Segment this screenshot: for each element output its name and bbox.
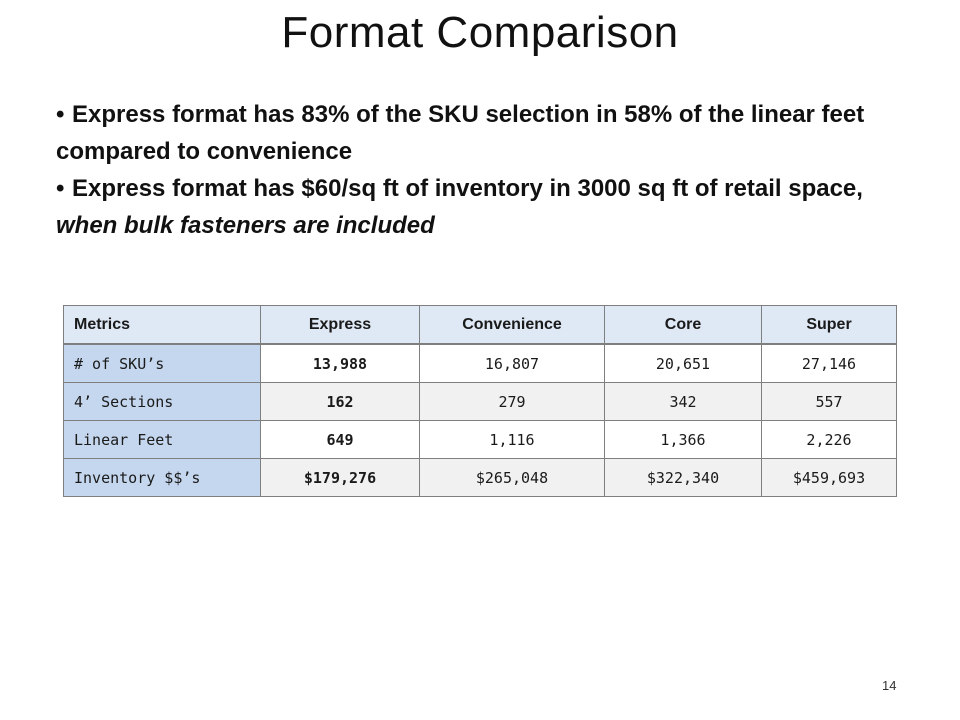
row-label: # of SKU’s [64, 344, 261, 383]
cell-core: 20,651 [605, 344, 762, 383]
table-header-row [64, 306, 897, 345]
column-header-core: Core [605, 306, 762, 345]
cell-express: 162 [261, 383, 420, 421]
bullet-marker: • [56, 101, 65, 128]
column-header-convenience: Convenience [420, 306, 605, 345]
bullet-text: Express format has 83% of the SKU selection in 58% of the linear feet compared to convenience [56, 101, 865, 165]
cell-express: 649 [261, 421, 420, 459]
cell-express: 13,988 [261, 344, 420, 383]
cell-convenience: 279 [420, 383, 605, 421]
bullet-text: Express format has $60/sq ft of inventory in 3000 sq ft of retail space, [72, 175, 863, 202]
cell-convenience: 16,807 [420, 344, 605, 383]
bullet-emphasis: when bulk fasteners are included [56, 212, 435, 239]
slide-title: Format Comparison [281, 8, 679, 57]
row-label: Linear Feet [64, 421, 261, 459]
cell-core: 1,366 [605, 421, 762, 459]
table-row [64, 344, 897, 383]
table-row [64, 421, 897, 459]
table-row [64, 383, 897, 421]
cell-super: 557 [762, 383, 897, 421]
cell-super: $459,693 [762, 459, 897, 497]
table-row [64, 459, 897, 497]
bullet-list [56, 96, 876, 244]
page-number: 14 [882, 678, 897, 693]
cell-super: 27,146 [762, 344, 897, 383]
cell-convenience: $265,048 [420, 459, 605, 497]
cell-convenience: 1,116 [420, 421, 605, 459]
row-label: 4’ Sections [64, 383, 261, 421]
column-header-super: Super [762, 306, 897, 345]
format-comparison-table [63, 305, 897, 497]
bullet-item [56, 170, 876, 244]
cell-express: $179,276 [261, 459, 420, 497]
bullet-marker: • [56, 175, 65, 202]
cell-super: 2,226 [762, 421, 897, 459]
bullet-item [56, 96, 876, 170]
column-header-express: Express [261, 306, 420, 345]
cell-core: 342 [605, 383, 762, 421]
cell-core: $322,340 [605, 459, 762, 497]
row-label: Inventory $$’s [64, 459, 261, 497]
column-header-metrics: Metrics [64, 306, 261, 345]
